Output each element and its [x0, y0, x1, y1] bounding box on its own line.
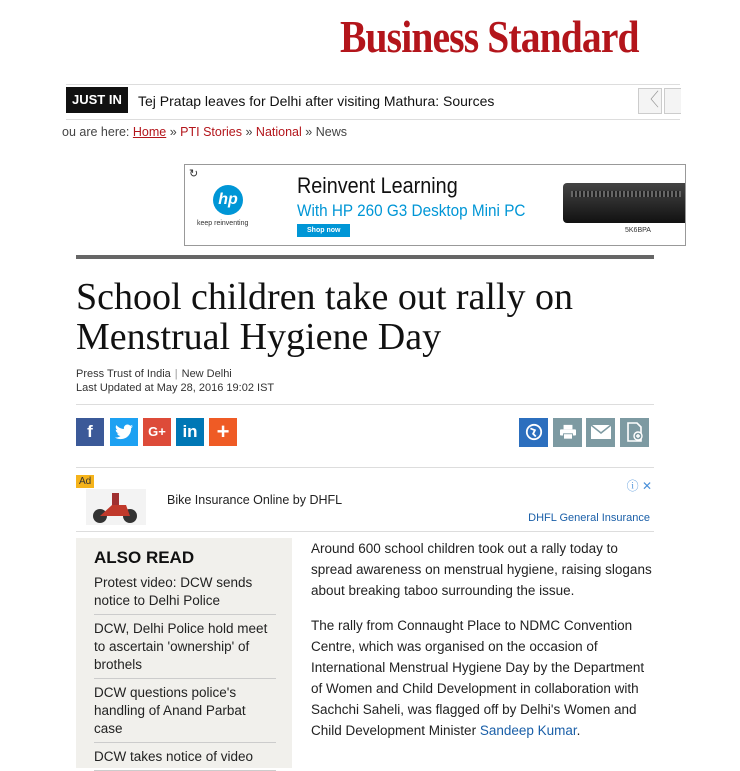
- minister-name-link[interactable]: Sandeep Kumar: [479, 723, 577, 738]
- also-read-link[interactable]: Protest video: DCW sends notice to Delhi Police: [94, 574, 276, 615]
- article-paragraph: Around 600 school children took out a rally today to spread awareness on menstrual hygiene, raising slogans about breaking taboo surrounding the issue.: [311, 541, 652, 598]
- linkedin-share-icon[interactable]: in: [176, 418, 204, 446]
- article-paragraph: [311, 615, 657, 741]
- title-divider: [76, 255, 654, 259]
- just-in-badge: JUST IN: [66, 87, 128, 113]
- also-read-panel: [76, 538, 292, 768]
- breadcrumb-national-link[interactable]: National: [255, 125, 302, 139]
- also-read-heading: ALSO READ: [94, 548, 195, 567]
- motorbike-ad-image: [86, 489, 146, 525]
- hp-logo: hp: [213, 185, 243, 215]
- twitter-share-icon[interactable]: [110, 418, 138, 446]
- save-article-icon[interactable]: [620, 418, 649, 447]
- also-read-link[interactable]: DCW takes notice of video: [94, 748, 276, 771]
- last-updated: Last Updated at May 28, 2016 19:02 IST: [76, 382, 275, 394]
- ticker-prev-button[interactable]: 〈: [638, 88, 662, 114]
- pc-model-label: 5K6BPA: [625, 227, 651, 234]
- shop-now-button[interactable]: Shop now: [297, 224, 350, 237]
- breadcrumb-prefix: ou are here:: [62, 125, 130, 139]
- site-logo[interactable]: Business Standard: [340, 11, 639, 62]
- hp-banner-ad[interactable]: [184, 164, 686, 246]
- hp-tagline: keep reinventing: [197, 220, 249, 227]
- googleplus-share-icon[interactable]: G+: [143, 418, 171, 446]
- ticker-headline-link[interactable]: Tej Pratap leaves for Delhi after visiting Mathura: Sources: [138, 93, 495, 109]
- breadcrumb-home-link[interactable]: Home: [132, 125, 167, 139]
- ad-close-icon[interactable]: ⓘ ✕: [626, 479, 652, 493]
- desktop-pc-image: [563, 183, 686, 223]
- just-in-ticker: [66, 84, 680, 120]
- also-read-link[interactable]: DCW questions police's handling of Anand Parbat case: [94, 684, 276, 743]
- breadcrumb-separator: »: [245, 125, 253, 139]
- email-icon[interactable]: [586, 418, 615, 447]
- article-byline: Press Trust of India | New Delhi Last Updated at May 28, 2016 19:02 IST: [76, 368, 275, 394]
- divider: [76, 404, 654, 405]
- breadcrumb: [62, 125, 347, 139]
- breadcrumb-pti-stories-link[interactable]: PTI Stories: [180, 125, 242, 139]
- translate-globe-icon[interactable]: [519, 418, 548, 447]
- ad-badge: Ad: [76, 475, 94, 488]
- breadcrumb-current: News: [315, 125, 347, 139]
- byline-location: New Delhi: [181, 368, 232, 380]
- banner-subhead: With HP 260 G3 Desktop Mini PC: [297, 201, 526, 220]
- breadcrumb-separator: »: [305, 125, 313, 139]
- article-title: School children take out rally on Menstrual Hygiene Day: [76, 276, 574, 358]
- divider: [76, 531, 654, 532]
- article-paragraph-text: The rally from Connaught Place to NDMC Convention Centre, which was organised on the occasion of International Menstrual Hygiene Day by the Department of Women and Child Development in collaboration with Sachchi Saheli, was flagged off by Delhi's Women and Child Development Minister: [311, 618, 645, 738]
- banner-headline: Reinvent Learning: [297, 173, 458, 198]
- ad-title-link[interactable]: Bike Insurance Online by DHFL: [167, 493, 343, 507]
- divider: [76, 467, 654, 468]
- text-ad[interactable]: [76, 473, 654, 529]
- byline-agency[interactable]: Press Trust of India: [76, 368, 171, 380]
- paragraph-end: .: [576, 723, 581, 738]
- ad-refresh-icon[interactable]: ↻: [189, 168, 199, 180]
- more-share-icon[interactable]: +: [209, 418, 237, 446]
- breadcrumb-separator: »: [169, 125, 177, 139]
- ad-advertiser-link[interactable]: DHFL General Insurance: [528, 512, 650, 524]
- print-icon[interactable]: [553, 418, 582, 447]
- also-read-link[interactable]: DCW, Delhi Police hold meet to ascertain 'ownership' of brothels: [94, 620, 276, 679]
- ticker-next-button[interactable]: [664, 88, 681, 114]
- facebook-share-icon[interactable]: f: [76, 418, 104, 446]
